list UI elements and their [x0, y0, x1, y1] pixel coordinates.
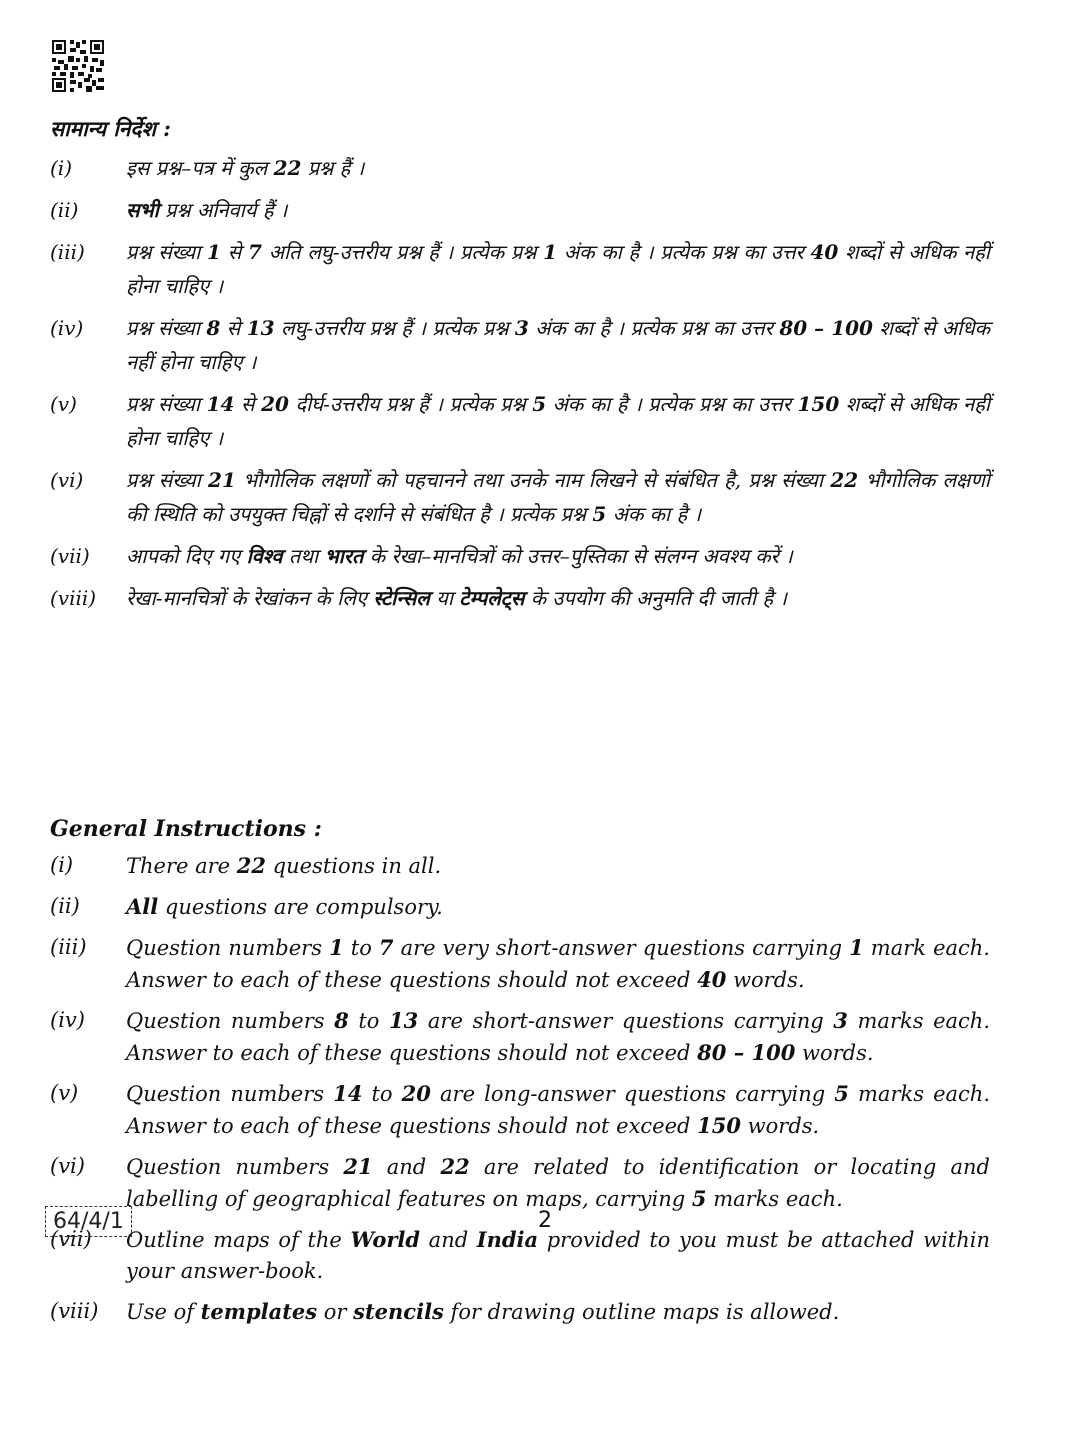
instruction-fragment: Outline maps of the: [126, 1228, 351, 1252]
instruction-item: [50, 463, 990, 531]
instruction-text: [126, 387, 990, 455]
instruction-fragment: अंक का है । प्रत्येक प्रश्न का उत्तर: [546, 392, 798, 416]
instruction-text: [126, 850, 990, 882]
instruction-text: [126, 891, 990, 923]
instruction-fragment: प्रश्न संख्या: [126, 468, 209, 492]
instruction-fragment: questions in all.: [266, 854, 442, 878]
instruction-text: [126, 235, 990, 303]
instruction-emphasis: स्टेन्सिल: [373, 586, 430, 610]
instruction-fragment: marks each. Answer to each of these questions should not exceed: [126, 1009, 991, 1065]
instruction-text: [126, 463, 990, 531]
instruction-fragment: अति लघु-उत्तरीय प्रश्न हैं । प्रत्येक प्रश्न: [261, 240, 544, 264]
english-heading: General Instructions :: [50, 816, 322, 842]
instruction-fragment: इस प्रश्न–पत्र में कुल: [126, 156, 274, 180]
paper-code: 64/4/1: [45, 1206, 132, 1237]
instruction-emphasis: 13: [246, 316, 275, 340]
instruction-emphasis: World: [350, 1227, 421, 1252]
instruction-number: (ii): [50, 894, 80, 918]
instruction-emphasis: stencils: [353, 1299, 444, 1324]
qr-code-icon: [52, 40, 104, 92]
instruction-emphasis: 7: [248, 240, 262, 264]
instruction-emphasis: 1: [207, 240, 221, 264]
instruction-text: [126, 539, 990, 573]
instruction-fragment: Question numbers: [126, 1155, 344, 1179]
instruction-text: [126, 1078, 990, 1142]
instruction-emphasis: 1: [849, 935, 864, 960]
page-number: 2: [538, 1208, 552, 1233]
instruction-emphasis: 5: [834, 1081, 849, 1106]
instruction-fragment: से: [220, 240, 249, 264]
instruction-fragment: तथा: [282, 544, 325, 568]
instruction-emphasis: 150: [797, 392, 840, 416]
instruction-number: (viii): [50, 1299, 99, 1323]
instruction-item: [50, 581, 990, 615]
instruction-fragment: अंक का है । प्रत्येक प्रश्न का उत्तर: [528, 316, 780, 340]
instruction-item: [50, 235, 990, 303]
instruction-emphasis: 20: [401, 1081, 431, 1106]
instruction-number: (vi): [50, 1154, 85, 1178]
instruction-text: [126, 1224, 990, 1287]
instruction-fragment: words.: [741, 1114, 820, 1138]
instruction-emphasis: 22: [830, 468, 859, 492]
instruction-fragment: शब्दों से अधिक नहीं होना चाहिए ।: [126, 240, 990, 298]
instruction-fragment: to: [343, 936, 379, 960]
instruction-item: [50, 387, 990, 455]
instruction-fragment: प्रश्न अनिवार्य हैं ।: [158, 198, 288, 222]
instruction-emphasis: templates: [200, 1299, 318, 1324]
instruction-emphasis: 8: [334, 1008, 349, 1033]
instruction-number: (iii): [50, 935, 87, 959]
instruction-emphasis: 40: [810, 240, 839, 264]
instruction-number: (i): [50, 156, 73, 180]
instruction-emphasis: 3: [833, 1008, 848, 1033]
instruction-fragment: अंक का है ।: [606, 502, 702, 526]
instruction-emphasis: टेम्पलेट्स: [459, 586, 525, 610]
instruction-fragment: प्रश्न हैं ।: [301, 156, 365, 180]
instruction-emphasis: 150: [697, 1113, 741, 1138]
hindi-instruction-list: [50, 151, 990, 615]
english-instructions: [50, 816, 990, 1337]
instruction-fragment: रेखा-मानचित्रों के रेखांकन के लिए: [126, 586, 374, 610]
instruction-item: [50, 311, 990, 379]
instruction-number: (vi): [50, 468, 84, 492]
instruction-text: [126, 932, 990, 996]
instruction-number: (vii): [50, 1227, 92, 1251]
instruction-emphasis: 22: [273, 156, 302, 180]
instruction-item: [50, 932, 990, 996]
instruction-emphasis: 80 – 100: [779, 316, 873, 340]
instruction-emphasis: 80 – 100: [697, 1040, 796, 1065]
english-instruction-list: [50, 850, 990, 1328]
instruction-fragment: प्रश्न संख्या: [126, 316, 207, 340]
instruction-fragment: से: [234, 392, 262, 416]
instruction-fragment: for drawing outline maps is allowed.: [443, 1300, 840, 1324]
instruction-number: (vii): [50, 544, 90, 568]
instruction-emphasis: 5: [592, 502, 607, 526]
instruction-fragment: शब्दों से अधिक नहीं होना चाहिए ।: [126, 316, 990, 374]
instruction-emphasis: 3: [514, 316, 529, 340]
instruction-fragment: Question numbers: [126, 1082, 334, 1106]
instruction-text: [126, 193, 990, 227]
instruction-item: [50, 850, 990, 882]
instruction-fragment: are related to identification or locating and labelling of geographical features on maps, carrying: [126, 1155, 990, 1211]
instruction-number: (viii): [50, 586, 97, 610]
hindi-instructions: [50, 115, 990, 623]
instruction-emphasis: 5: [691, 1186, 707, 1211]
instruction-fragment: questions are compulsory.: [158, 895, 443, 919]
instruction-emphasis: भारत: [324, 544, 364, 568]
instruction-fragment: are long-answer questions carrying: [430, 1082, 835, 1106]
instruction-fragment: Question numbers: [126, 1009, 335, 1033]
instruction-fragment: शब्दों से अधिक नहीं होना चाहिए ।: [126, 392, 991, 450]
instruction-item: [50, 1151, 990, 1215]
instruction-emphasis: 14: [333, 1081, 363, 1106]
instruction-fragment: words.: [795, 1041, 874, 1065]
instruction-fragment: marks each. Answer to each of these questions should not exceed: [126, 1082, 990, 1138]
instruction-fragment: are short-answer questions carrying: [418, 1009, 834, 1033]
instruction-emphasis: 14: [206, 392, 235, 416]
instruction-fragment: लघु-उत्तरीय प्रश्न हैं । प्रत्येक प्रश्न: [274, 316, 515, 340]
instruction-fragment: Question numbers: [126, 936, 330, 960]
hindi-heading: सामान्य निर्देश :: [50, 116, 171, 141]
instruction-fragment: के उपयोग की अनुमति दी जाती है ।: [524, 586, 787, 610]
instruction-number: (iv): [50, 1008, 85, 1032]
instruction-emphasis: 22: [440, 1154, 470, 1179]
instruction-fragment: mark each. Answer to each of these questions should not exceed: [126, 936, 990, 992]
instruction-fragment: or: [317, 1300, 354, 1324]
instruction-fragment: या: [429, 586, 460, 610]
instruction-emphasis: 40: [697, 967, 727, 992]
instruction-text: [126, 311, 990, 379]
instruction-fragment: प्रश्न संख्या: [126, 240, 208, 264]
instruction-fragment: marks each.: [706, 1187, 843, 1211]
instruction-fragment: and: [420, 1228, 477, 1252]
instruction-item: [50, 539, 990, 573]
instruction-item: [50, 891, 990, 923]
instruction-fragment: भौगोलिक लक्षणों को पहचानने तथा उनके नाम लिखने से संबंधित है, प्रश्न संख्या: [235, 468, 831, 492]
instruction-number: (v): [50, 1081, 79, 1105]
instruction-fragment: to: [348, 1009, 390, 1033]
instruction-number: (ii): [50, 198, 79, 222]
instruction-emphasis: 21: [343, 1154, 373, 1179]
instruction-item: [50, 151, 990, 185]
instruction-emphasis: 21: [208, 468, 236, 492]
instruction-emphasis: 20: [261, 392, 289, 416]
instruction-fragment: Use of: [126, 1300, 201, 1324]
instruction-emphasis: 8: [206, 316, 221, 340]
instruction-item: [50, 1224, 990, 1287]
instruction-emphasis: 13: [389, 1008, 419, 1033]
instruction-emphasis: 1: [543, 240, 558, 264]
instruction-emphasis: 22: [236, 853, 266, 878]
instruction-fragment: से: [220, 316, 247, 340]
instruction-number: (i): [50, 853, 74, 877]
instruction-emphasis: विश्व: [246, 544, 283, 568]
instruction-text: [126, 1296, 990, 1328]
instruction-fragment: प्रश्न संख्या: [126, 392, 207, 416]
instruction-fragment: provided to you must be attached within your answer-book.: [126, 1228, 990, 1283]
instruction-fragment: भौगोलिक लक्षणों की स्थिति को उपयुक्त चिह्नों से दर्शाने से संबंधित है । प्रत्येक प्रश्न: [126, 468, 990, 526]
instruction-fragment: आपको दिए गए: [126, 544, 247, 568]
instruction-fragment: दीर्घ-उत्तरीय प्रश्न हैं । प्रत्येक प्रश्न: [288, 392, 533, 416]
instruction-emphasis: 1: [329, 935, 344, 960]
instruction-emphasis: India: [476, 1227, 539, 1252]
instruction-item: [50, 1078, 990, 1142]
instruction-text: [126, 581, 990, 615]
instruction-number: (v): [50, 392, 77, 416]
instruction-text: [126, 151, 990, 185]
instruction-item: [50, 1005, 990, 1069]
instruction-fragment: are very short-answer questions carrying: [393, 936, 850, 960]
instruction-item: [50, 193, 990, 227]
instruction-text: [126, 1005, 990, 1069]
instruction-emphasis: 5: [532, 392, 547, 416]
instruction-item: [50, 1296, 990, 1328]
instruction-number: (iv): [50, 316, 84, 340]
instruction-fragment: के रेखा–मानचित्रों को उत्तर–पुस्तिका से संलग्न अवश्य करें ।: [363, 544, 793, 568]
instruction-fragment: अंक का है । प्रत्येक प्रश्न का उत्तर: [557, 240, 811, 264]
instruction-emphasis: 7: [378, 935, 394, 960]
instruction-emphasis: All: [126, 894, 159, 919]
instruction-fragment: words.: [726, 968, 805, 992]
instruction-text: [126, 1151, 990, 1215]
instruction-emphasis: सभी: [126, 198, 159, 222]
instruction-fragment: and: [372, 1155, 441, 1179]
instruction-fragment: to: [362, 1082, 402, 1106]
instruction-fragment: There are: [126, 854, 237, 878]
instruction-number: (iii): [50, 240, 85, 264]
